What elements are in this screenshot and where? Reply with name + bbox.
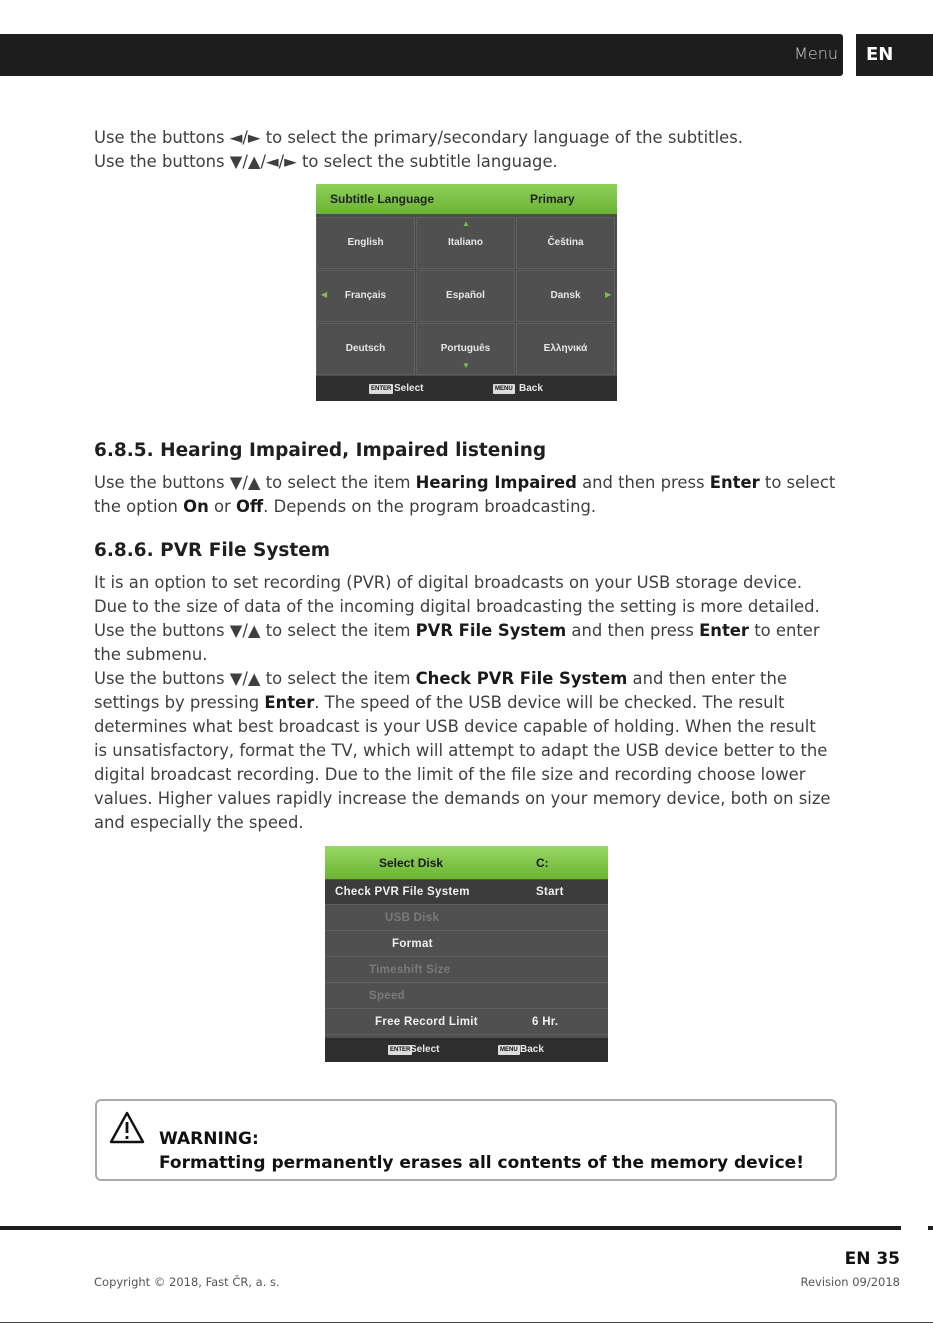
- hearing-paragraph-line-2: the option On or Off. Depends on the program broadcasting.: [94, 497, 597, 516]
- section-heading-hearing: 6.8.5. Hearing Impaired, Impaired listening: [94, 440, 547, 461]
- menu-title: Select Disk: [379, 856, 444, 870]
- menu-title: Subtitle Language: [330, 192, 435, 206]
- menu-row-usb-disk: USB Disk: [325, 906, 608, 931]
- arrow-down-icon: ▼: [462, 361, 470, 370]
- pvr-line: Use the buttons ▼/▲ to select the item PVR File System and then press Enter to enter: [94, 621, 820, 640]
- pvr-line: determines what best broadcast is your USB device capable of holding. When the result: [94, 717, 816, 736]
- warning-title: WARNING:: [159, 1129, 259, 1149]
- language-option[interactable]: English: [316, 217, 415, 269]
- revision: Revision 09/2018: [800, 1275, 900, 1289]
- pvr-line: the submenu.: [94, 645, 208, 664]
- enter-key-icon: ENTER: [371, 386, 392, 392]
- section-heading-pvr: 6.8.6. PVR File System: [94, 540, 331, 561]
- menu-row-speed: Speed: [325, 984, 608, 1009]
- enter-key-icon: ENTER: [390, 1047, 411, 1053]
- menu-header: [316, 184, 617, 214]
- arrow-right-icon: ▶: [605, 290, 612, 299]
- pvr-line: is unsatisfactory, format the TV, which will attempt to adapt the USB device better to the: [94, 741, 828, 760]
- menu-footer: [316, 376, 617, 401]
- footer-divider-end: [928, 1226, 933, 1230]
- intro-line-1: Use the buttons ◄/► to select the primary/secondary language of the subtitles.: [94, 128, 743, 147]
- menu-row-format[interactable]: Format: [325, 932, 608, 957]
- menu-row-free-record-limit[interactable]: Free Record Limit 6 Hr.: [325, 1010, 608, 1035]
- menu-header: [325, 846, 608, 879]
- pvr-line: settings by pressing Enter. The speed of the USB device will be checked. The result: [94, 693, 785, 712]
- warning-text: Formatting permanently erases all contents of the memory device!: [159, 1153, 804, 1173]
- header-bar: [0, 34, 843, 76]
- intro-line-2: Use the buttons ▼/▲/◄/► to select the subtitle language.: [94, 152, 558, 171]
- pvr-line: It is an option to set recording (PVR) of digital broadcasts on your USB storage device.: [94, 573, 803, 592]
- footer-divider: [0, 1226, 901, 1230]
- arrow-up-icon: ▲: [462, 219, 470, 228]
- hearing-paragraph-line-1: Use the buttons ▼/▲ to select the item Hearing Impaired and then press Enter to select: [94, 473, 836, 492]
- back-hint: Back: [520, 1044, 544, 1055]
- language-option[interactable]: Português: [416, 323, 515, 375]
- select-hint: Select: [394, 383, 424, 394]
- language-label: EN: [866, 44, 894, 65]
- section-label: Menu: [794, 44, 838, 63]
- pvr-line: Due to the size of data of the incoming digital broadcasting the setting is more detailed.: [94, 597, 820, 616]
- menu-key-icon: MENU: [500, 1047, 518, 1053]
- language-option[interactable]: Français: [316, 270, 415, 322]
- pvr-file-system-menu: [325, 846, 608, 1062]
- copyright: Copyright © 2018, Fast ČR, a. s.: [94, 1275, 280, 1289]
- arrow-left-icon: ◀: [321, 290, 328, 299]
- warning-box: [95, 1099, 837, 1181]
- language-option[interactable]: Italiano: [416, 217, 515, 269]
- disk-value: C:: [536, 856, 549, 870]
- subtitle-language-menu: [316, 184, 617, 401]
- menu-footer: [325, 1038, 608, 1062]
- language-option[interactable]: Español: [416, 270, 515, 322]
- pvr-line: Use the buttons ▼/▲ to select the item Check PVR File System and then enter the: [94, 669, 787, 688]
- page-number: EN 35: [844, 1249, 900, 1269]
- pvr-line: values. Higher values rapidly increase the demands on your memory device, both on size: [94, 789, 831, 808]
- menu-key-icon: MENU: [495, 386, 513, 392]
- warning-icon: [109, 1111, 145, 1145]
- pvr-line: digital broadcast recording. Due to the limit of the file size and recording choose lower: [94, 765, 806, 784]
- menu-row-check-pvr[interactable]: Check PVR File System Start: [325, 880, 608, 905]
- language-option[interactable]: Dansk: [516, 270, 615, 322]
- language-option[interactable]: Deutsch: [316, 323, 415, 375]
- back-hint: Back: [519, 383, 543, 394]
- menu-row-timeshift-size: Timeshift Size: [325, 958, 608, 983]
- language-option[interactable]: Ελληνικά: [516, 323, 615, 375]
- language-tab: [856, 34, 933, 76]
- pvr-line: and especially the speed.: [94, 813, 304, 832]
- menu-mode: Primary: [530, 192, 575, 206]
- select-hint: Select: [410, 1044, 440, 1055]
- page-bottom-line: [0, 1322, 933, 1323]
- language-option[interactable]: Čeština: [516, 217, 615, 269]
